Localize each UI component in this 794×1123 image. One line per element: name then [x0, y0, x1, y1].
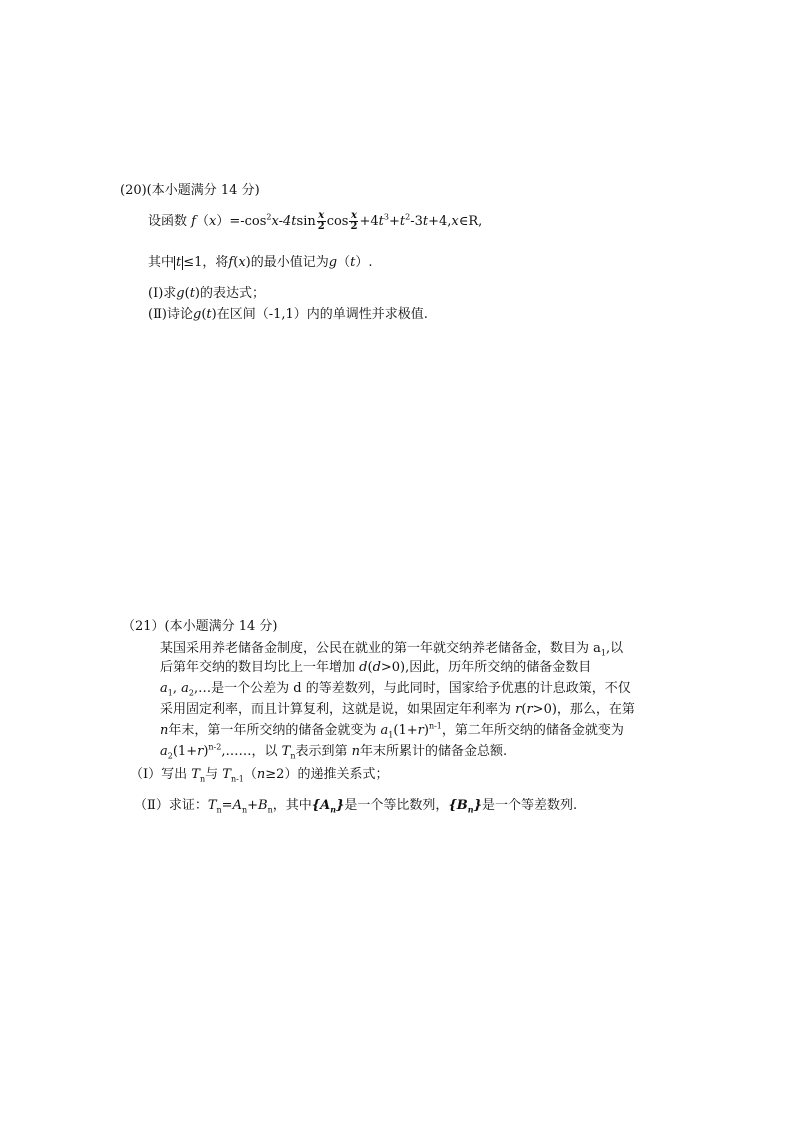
q20-header: (20)(本小题满分 14 分) — [120, 183, 260, 198]
sequence-A: $\{A_n\}$ — [311, 798, 345, 815]
q21-line-6: $a_2(1+r)^{n-2},\dots\dots$，以 $T_n$表示到第 n年末所累计的储备金总额. — [160, 742, 508, 761]
q21-header: （21）(本小题满分 14 分) — [122, 619, 278, 634]
fraction-x-over-2: $\frac{x}{2}$ — [317, 210, 325, 232]
q21-part-1: （Ⅰ）写出 $T_n$与 $T_{n-1}(n\ge 2)$的递推关系式； — [130, 767, 389, 784]
q21-line-5: n年末，第一年所交纳的储备金就变为 $a_1(1+r)^{n-1}$，第二年所交纳的储备金就变为 — [160, 721, 624, 740]
q20-condition: 其中 t ≤1，将f(x)的最小值记为g（t）. — [148, 255, 373, 270]
fraction-x-over-2-second: $\frac{x}{2}$ — [350, 210, 358, 232]
q21-part-2: （Ⅱ）求证：$T_n=A_n+B_n$，其中$\{A_n\}$是一个等比数列，$\{B_n\}$是一个等差数列. — [134, 798, 578, 815]
absolute-value-t: t — [176, 255, 182, 270]
q21-line-1: 某国采用养老储备金制度，公民在就业的第一年就交纳养老储备金，数目为 $a_1$,以 — [160, 641, 624, 658]
sequence-B: $\{B_n\}$ — [448, 798, 482, 815]
q20-function-definition: 设函数 $f(x)=-\cos^2x-4tsin$ $\frac{x}{2}$ cos $\frac{x}{2}$ $+4t^3+t^2-3t+4,x\in R$, — [148, 210, 483, 232]
q20-part-1: (Ⅰ)求g(t)的表达式； — [148, 286, 265, 301]
q21-line-3: $a_1$, $a_2,\dots$是一个公差为 d 的等差数列，与此同时，国家给予优惠的计息政策，不仅 — [160, 681, 631, 698]
q21-line-4: 采用固定利率，而且计算复利，这就是说，如果固定年利率为 r(r>0)，那么，在第 — [160, 702, 635, 717]
q21-line-2: 后第年交纳的数目均比上一年增加 d(d>0),因此，历年所交纳的储备金数目 — [160, 660, 592, 675]
q20-part-2: (Ⅱ)诗论g(t)在区间（-1,1）内的单调性并求极值. — [148, 307, 428, 322]
